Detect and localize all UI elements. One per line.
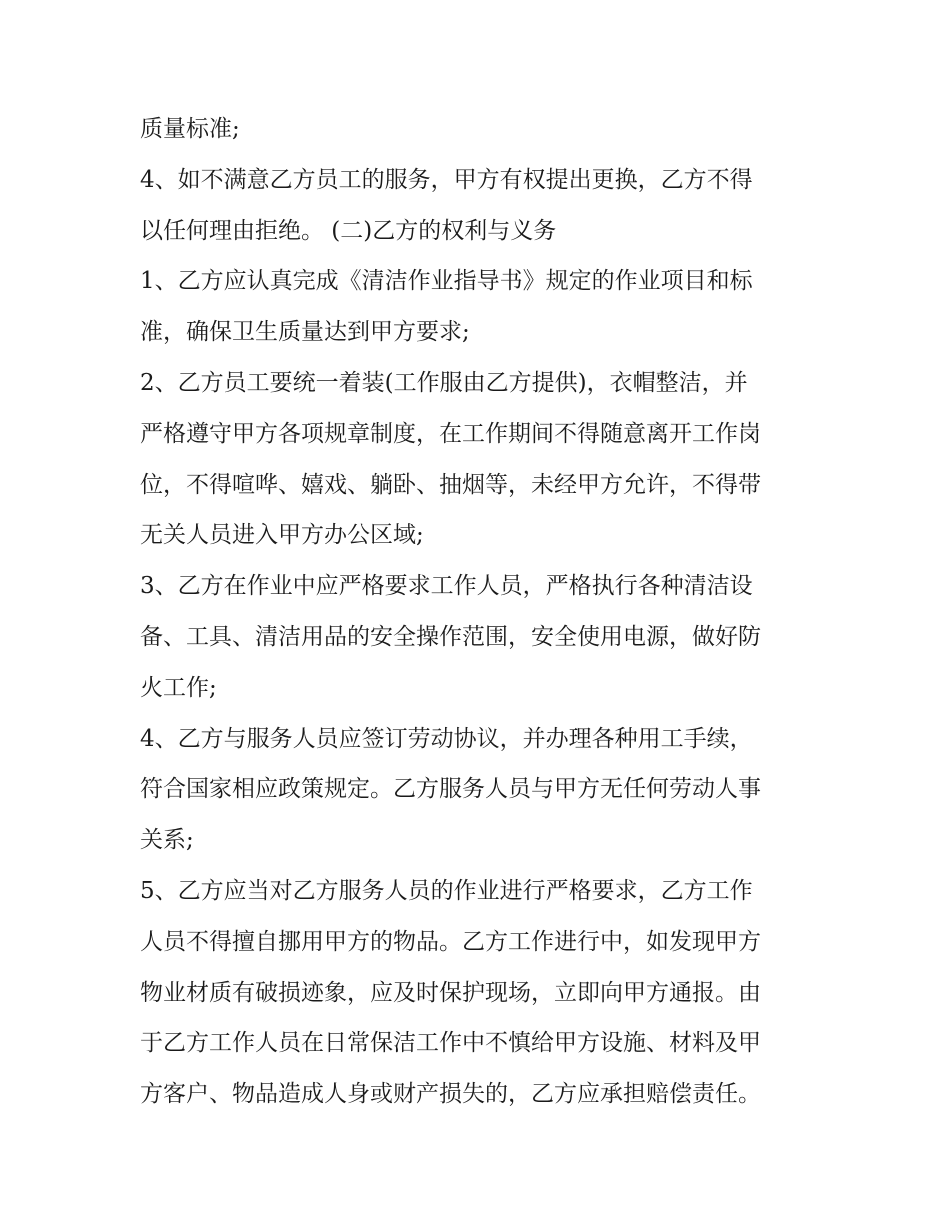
text-line: 4、乙方与服务人员应签订劳动协议，并办理各种用工手续， [140, 725, 753, 752]
text-line: 5、乙方应当对乙方服务人员的作业进行严格要求，乙方工作 [140, 877, 753, 904]
text-line: 位，不得喧哗、嬉戏、躺卧、抽烟等，未经甲方允许，不得带 [140, 471, 761, 498]
text-line: 4、如不满意乙方员工的服务，甲方有权提出更换，乙方不得 [140, 166, 753, 193]
text-line: 严格遵守甲方各项规章制度，在工作期间不得随意离开工作岗 [140, 420, 761, 447]
text-line: 1、乙方应认真完成《清洁作业指导书》规定的作业项目和标 [140, 268, 753, 295]
text-line: 方客户、物品造成人身或财产损失的，乙方应承担赔偿责任。 [140, 1081, 761, 1108]
text-line: 以任何理由拒绝。 (二)乙方的权利与义务 [140, 217, 557, 244]
text-line: 准，确保卫生质量达到甲方要求; [140, 319, 470, 346]
text-line: 物业材质有破损迹象，应及时保护现场，立即向甲方通报。由 [140, 979, 761, 1006]
text-line: 2、乙方员工要统一着装(工作服由乙方提供)，衣帽整洁，并 [140, 369, 748, 396]
text-line: 备、工具、清洁用品的安全操作范围，安全使用电源，做好防 [140, 623, 761, 650]
text-line: 质量标准; [140, 116, 240, 142]
text-line: 火工作; [140, 674, 217, 701]
text-line: 3、乙方在作业中应严格要求工作人员，严格执行各种清洁设 [140, 573, 753, 600]
text-line: 于乙方工作人员在日常保洁工作中不慎给甲方设施、材料及甲 [140, 1030, 761, 1057]
document-body [140, 104, 820, 1120]
text-line: 无关人员进入甲方办公区域; [140, 522, 424, 549]
text-line: 符合国家相应政策规定。乙方服务人员与甲方无任何劳动人事 [140, 776, 761, 803]
text-line: 关系; [140, 827, 194, 854]
text-line: 人员不得擅自挪用甲方的物品。乙方工作进行中，如发现甲方 [140, 928, 761, 955]
